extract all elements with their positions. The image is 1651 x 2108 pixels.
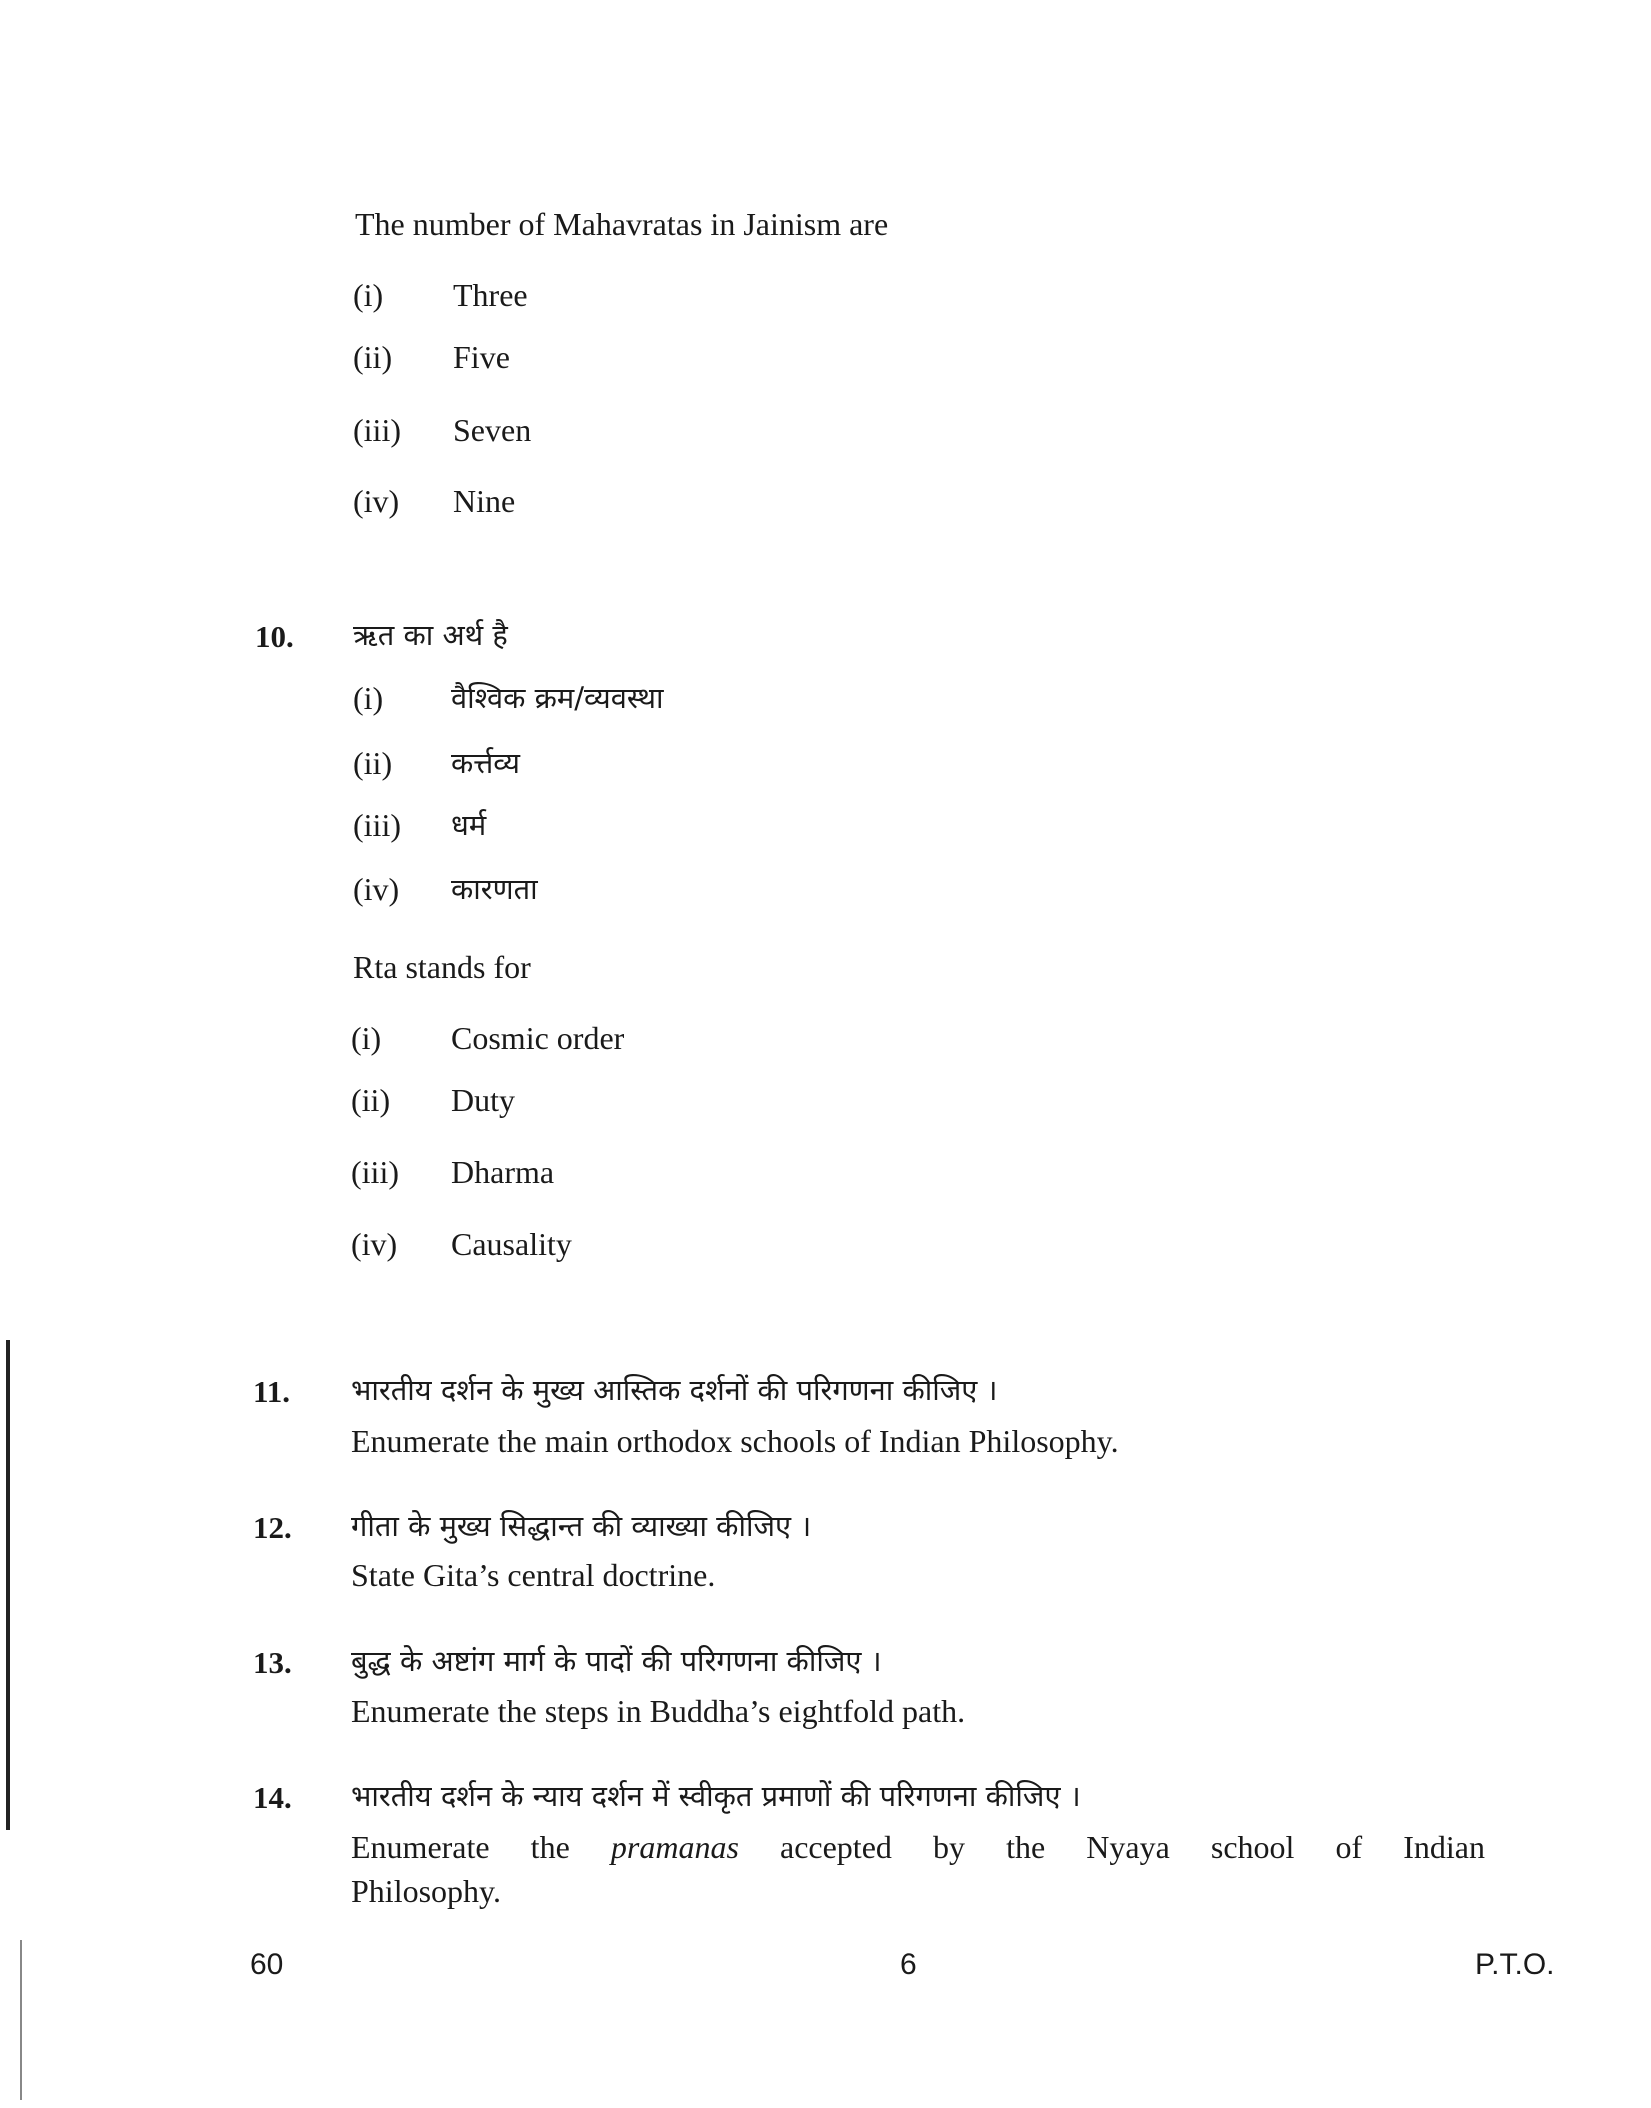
option-label: (ii) bbox=[353, 339, 393, 375]
option-label: (iv) bbox=[353, 483, 400, 519]
question-number: 13. bbox=[253, 1645, 292, 1680]
q14-text: accepted by the Nyaya school of Indian bbox=[779, 1829, 1486, 1865]
scan-edge-mark bbox=[20, 1940, 22, 2100]
q14-hindi: भारतीय दर्शन के न्याय दर्शन में स्वीकृत प्रमाणों की परिगणना कीजिए । bbox=[351, 1779, 1081, 1813]
option-label: (ii) bbox=[351, 1082, 391, 1118]
q10-hindi-stem: ऋत का अर्थ है bbox=[353, 618, 508, 652]
option-text: वैश्विक क्रम/व्यवस्था bbox=[451, 681, 664, 715]
q14-text: Enumerate the bbox=[351, 1829, 570, 1865]
q12-english: State Gita’s central doctrine. bbox=[351, 1557, 716, 1593]
option-label: (iv) bbox=[353, 871, 400, 907]
question-number: 11. bbox=[253, 1374, 291, 1409]
option-label: (iv) bbox=[351, 1226, 398, 1262]
page-number: 6 bbox=[900, 1948, 917, 1981]
q10-english-stem: Rta stands for bbox=[353, 949, 531, 985]
option-text: Cosmic order bbox=[451, 1020, 625, 1056]
option-text: Five bbox=[453, 339, 510, 375]
footer-code: 60 bbox=[250, 1948, 284, 1981]
option-label: (i) bbox=[353, 680, 384, 716]
option-label: (iii) bbox=[351, 1154, 399, 1190]
question-number: 14. bbox=[253, 1780, 292, 1815]
q14-italic-term: pramanas bbox=[610, 1829, 739, 1865]
question-number: 12. bbox=[253, 1510, 292, 1545]
option-label: (iii) bbox=[353, 807, 401, 843]
option-text: Causality bbox=[451, 1226, 572, 1262]
option-text: Three bbox=[453, 277, 528, 313]
q9-english-stem: The number of Mahavratas in Jainism are bbox=[355, 206, 889, 242]
option-text: Duty bbox=[451, 1082, 515, 1118]
q14-english-line1 bbox=[351, 1827, 1485, 1867]
option-label: (i) bbox=[351, 1020, 382, 1056]
option-text: Dharma bbox=[451, 1154, 555, 1190]
q12-hindi: गीता के मुख्य सिद्धान्त की व्याख्या कीजिए । bbox=[351, 1509, 812, 1543]
option-text: Nine bbox=[453, 483, 516, 519]
q11-english: Enumerate the main orthodox schools of Indian Philosophy. bbox=[351, 1423, 1119, 1459]
option-text: धर्म bbox=[451, 808, 487, 842]
question-number: 10. bbox=[255, 619, 294, 654]
option-label: (i) bbox=[353, 277, 384, 313]
option-text: कर्त्तव्य bbox=[451, 746, 521, 780]
q14-english-line2: Philosophy. bbox=[351, 1873, 501, 1909]
option-label: (ii) bbox=[353, 745, 393, 781]
q13-english: Enumerate the steps in Buddha’s eightfold path. bbox=[351, 1693, 966, 1729]
pto-label: P.T.O. bbox=[1475, 1948, 1555, 1981]
option-label: (iii) bbox=[353, 412, 401, 448]
q13-hindi: बुद्ध के अष्टांग मार्ग के पादों की परिगणना कीजिए । bbox=[351, 1644, 882, 1678]
option-text: Seven bbox=[453, 412, 532, 448]
scan-edge-mark bbox=[6, 1340, 10, 1830]
option-text: कारणता bbox=[451, 872, 538, 906]
q11-hindi: भारतीय दर्शन के मुख्य आस्तिक दर्शनों की परिगणना कीजिए । bbox=[351, 1373, 998, 1407]
